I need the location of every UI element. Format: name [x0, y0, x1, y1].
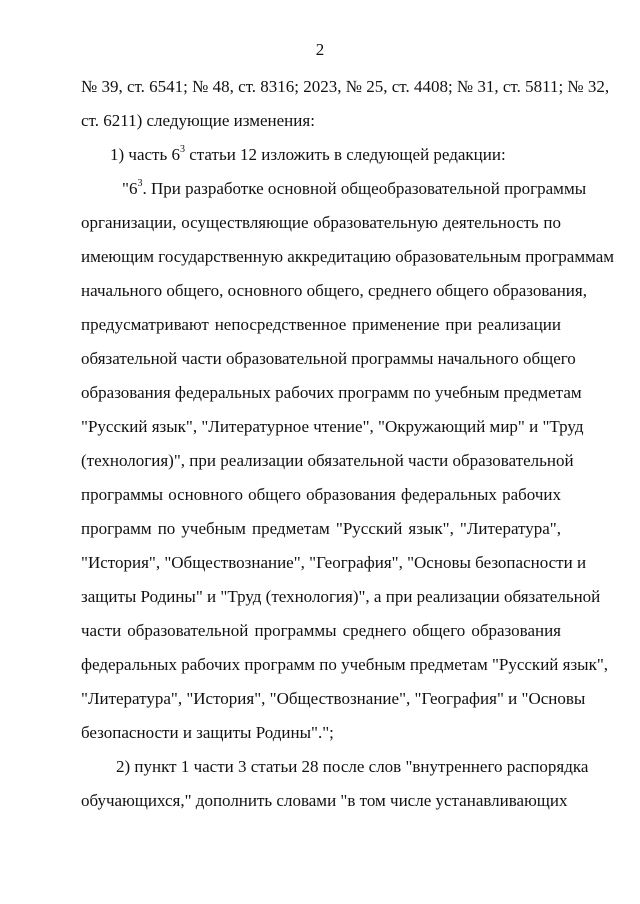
text-line: обучающихся," дополнить словами "в том числе устанавливающих	[81, 791, 568, 810]
text-line: № 39, ст. 6541; № 48, ст. 8316; 2023, № 25, ст. 4408; № 31, ст. 5811; № 32,	[81, 77, 610, 96]
quoted-paragraph-start	[122, 178, 587, 200]
text-line: предусматривают непосредственное применение при реализации	[81, 315, 561, 334]
list-item-2: 2) пункт 1 части 3 статьи 28 после слов "внутреннего распорядка	[116, 757, 589, 776]
superscript: 3	[137, 178, 143, 190]
text-line: ст. 6211) следующие изменения:	[81, 111, 315, 130]
text-fragment: статьи 12 изложить в следующей редакции:	[184, 145, 506, 164]
text-line: защиты Родины" и "Труд (технология)", а при реализации обязательной	[81, 587, 601, 606]
list-item-1	[110, 144, 506, 166]
text-line: программ по учебным предметам "Русский язык", "Литература",	[81, 519, 561, 538]
text-line: имеющим государственную аккредитацию образовательным программам	[81, 247, 615, 266]
text-line: "История", "Обществознание", "География", "Основы безопасности и	[81, 553, 587, 572]
text-fragment: . При разработке основной общеобразовательной программы	[142, 179, 587, 198]
text-fragment: "6	[122, 179, 138, 198]
text-line: "Литература", "История", "Обществознание", "География" и "Основы	[81, 689, 586, 708]
text-line: части образовательной программы среднего общего образования	[81, 621, 561, 640]
text-line: (технология)", при реализации обязательной части образовательной	[81, 451, 574, 470]
text-line: программы основного общего образования федеральных рабочих	[81, 485, 561, 504]
text-line: безопасности и защиты Родины".";	[81, 723, 334, 742]
superscript: 3	[179, 144, 185, 156]
text-line: организации, осуществляющие образовательную деятельность по	[81, 213, 561, 232]
text-line: образования федеральных рабочих программ по учебным предметам	[81, 383, 582, 402]
text-line: федеральных рабочих программ по учебным предметам "Русский язык",	[81, 655, 609, 674]
text-line: начального общего, основного общего, среднего общего образования,	[81, 281, 587, 300]
page-number: 2	[315, 40, 325, 59]
text-line: "Русский язык", "Литературное чтение", "Окружающий мир" и "Труд	[81, 417, 584, 436]
text-line: обязательной части образовательной программы начального общего	[81, 349, 576, 368]
text-fragment: 1) часть 6	[110, 145, 180, 164]
